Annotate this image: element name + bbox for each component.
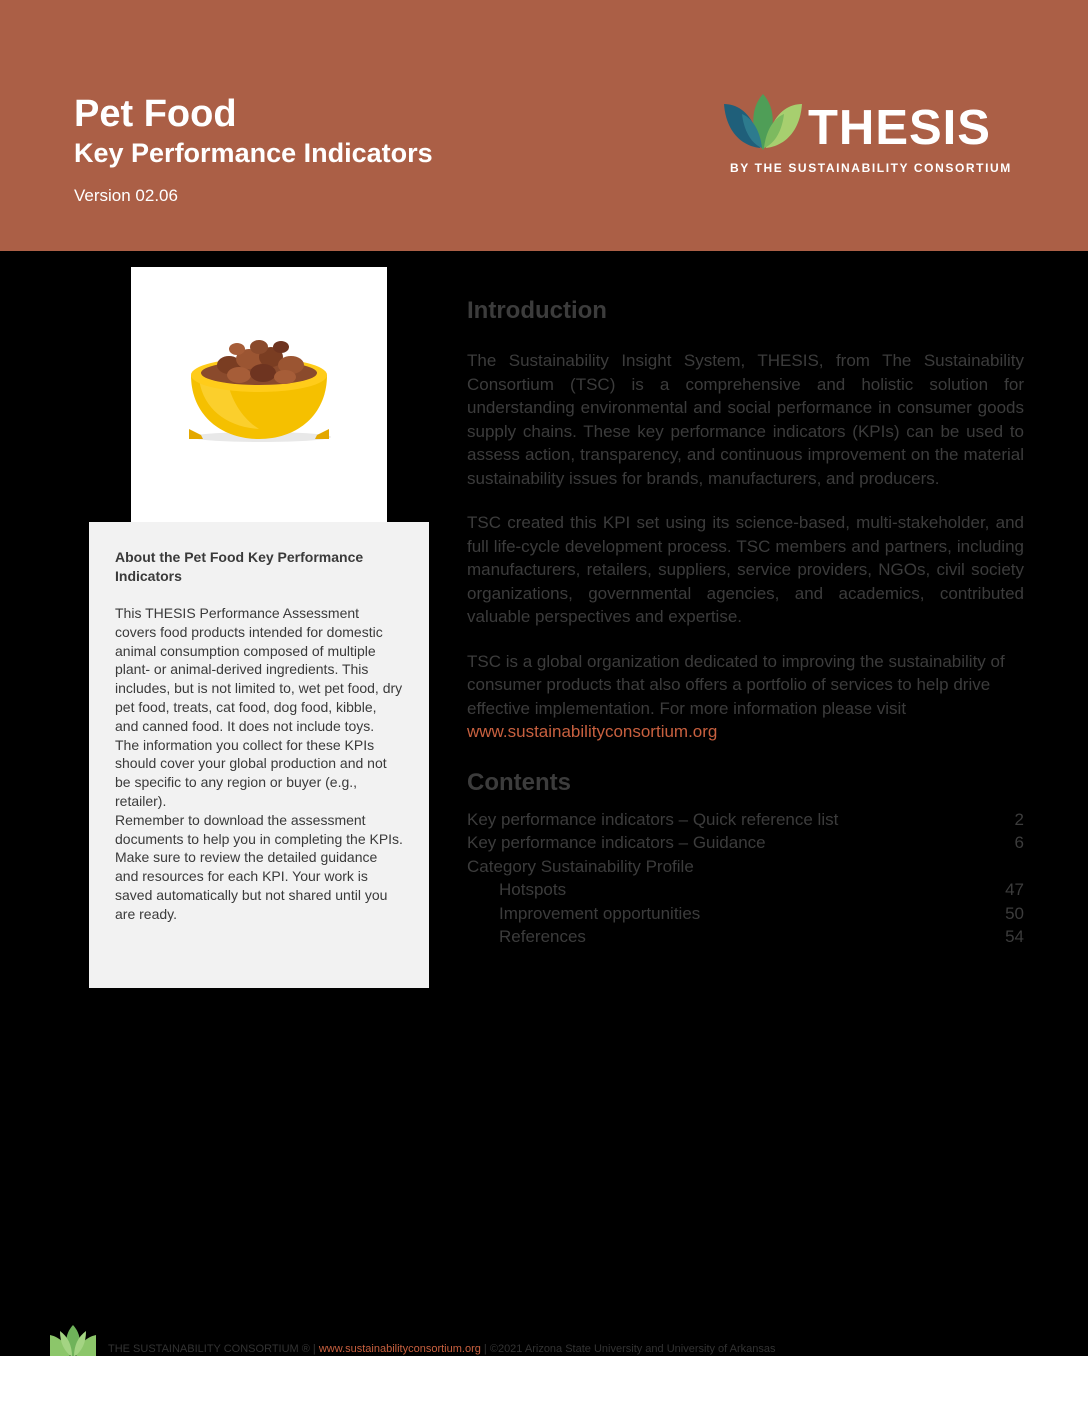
toc-entry-page: 50 (1005, 903, 1024, 923)
introduction-heading: Introduction (467, 297, 607, 324)
consortium-leaf-icon (48, 1325, 98, 1357)
toc-entry-page: 6 (1014, 833, 1024, 852)
intro-paragraph: TSC created this KPI set using its science-based, multi-stakeholder, and full life-cycle development process. TSC members and partners, including manufacturers, retailers, suppliers, service providers, NGOs, civil society organizations, governmental agencies, and academics, contributed valuable perspectives and expertise. (467, 513, 1024, 626)
product-photo (131, 267, 387, 523)
toc-subentry[interactable] (467, 878, 1024, 902)
logo-wordmark: THESIS (808, 101, 991, 155)
footer-link[interactable]: www.sustainabilityconsortium.org (318, 1343, 481, 1355)
intro-paragraph-text: TSC is a global organization dedicated to improving the sustainability of consumer products that also offers a portfolio of services to help drive effective implementation. For more information please visit (467, 651, 1005, 718)
about-heading: About the Pet Food Key Performance Indicators (115, 549, 364, 584)
about-box (89, 522, 429, 988)
logo-tagline: BY THE SUSTAINABILITY CONSORTIUM (730, 161, 1012, 175)
toc-entry-label: Key performance indicators – Guidance (467, 833, 766, 852)
page-footer: THE SUSTAINABILITY CONSORTIUM ® | www.sustainabilityconsortium.org | ©2021 Arizona State University and University of Arkansas (108, 1343, 776, 1355)
toc-entry-label: Improvement opportunities (499, 903, 701, 923)
document-title: Pet Food (74, 93, 237, 135)
lotus-leaf-icon (722, 90, 804, 152)
toc-entry-label: Category Sustainability Profile (467, 856, 694, 876)
header-band (0, 0, 1088, 251)
toc-entry-label: References (499, 927, 586, 946)
toc-entry[interactable] (467, 855, 1024, 879)
document-version: Version 02.06 (74, 186, 178, 205)
about-paragraph: The information you collect for these KPIs should cover your global production and not be specific to any region or buyer (e.g., retailer). (115, 736, 387, 809)
toc-entry-page: 2 (1014, 809, 1024, 829)
page-bottom-margin (0, 1356, 1088, 1408)
toc-entry-label: Hotspots (499, 880, 567, 899)
toc-entry[interactable] (467, 831, 1024, 855)
toc-entry-page: 54 (1005, 927, 1024, 946)
thesis-logo (722, 90, 1022, 180)
pet-food-bowl-image (131, 267, 387, 523)
about-paragraph: This THESIS Performance Assessment covers food products intended for domestic animal consumption composed of multiple plant- or animal-derived ingredients. This includes, but is not limited to, wet pet food, dry pet food, treats, cat food, dog food, kibble, and canned food. It does not include toys. (115, 605, 403, 734)
document-subtitle: Key Performance Indicators (74, 138, 433, 168)
toc-entry[interactable] (467, 808, 1024, 832)
toc-entry-page: 47 (1005, 880, 1024, 899)
toc-entry-label: Key performance indicators – Quick reference list (467, 809, 839, 829)
intro-paragraph: The Sustainability Insight System, THESIS, from The Sustainability Consortium (TSC) is a comprehensive and holistic solution for understanding environmental and social performance in consumer goods supply chains. These key performance indicators (KPIs) can be used to assess action, transparency, and continuous improvement on the material sustainability issues for brands, manufacturers, and producers. (467, 351, 1024, 488)
website-link[interactable]: www.sustainabilityconsortium.org (467, 722, 718, 741)
footer-org: THE SUSTAINABILITY CONSORTIUM ® (108, 1343, 310, 1355)
intro-paragraph (467, 650, 1024, 744)
toc-subentry[interactable] (467, 902, 1024, 926)
toc-subentry[interactable] (467, 925, 1024, 949)
table-of-contents (467, 808, 1024, 949)
footer-copyright: ©2021 Arizona State University and University of Arkansas (489, 1343, 776, 1355)
about-paragraph: Remember to download the assessment documents to help you in completing the KPIs. Make sure to review the detailed guidance and resources for each KPI. Your work is saved automatically but not shared until you are ready. (115, 811, 403, 922)
right-column (467, 294, 1024, 949)
contents-heading: Contents (467, 768, 571, 796)
